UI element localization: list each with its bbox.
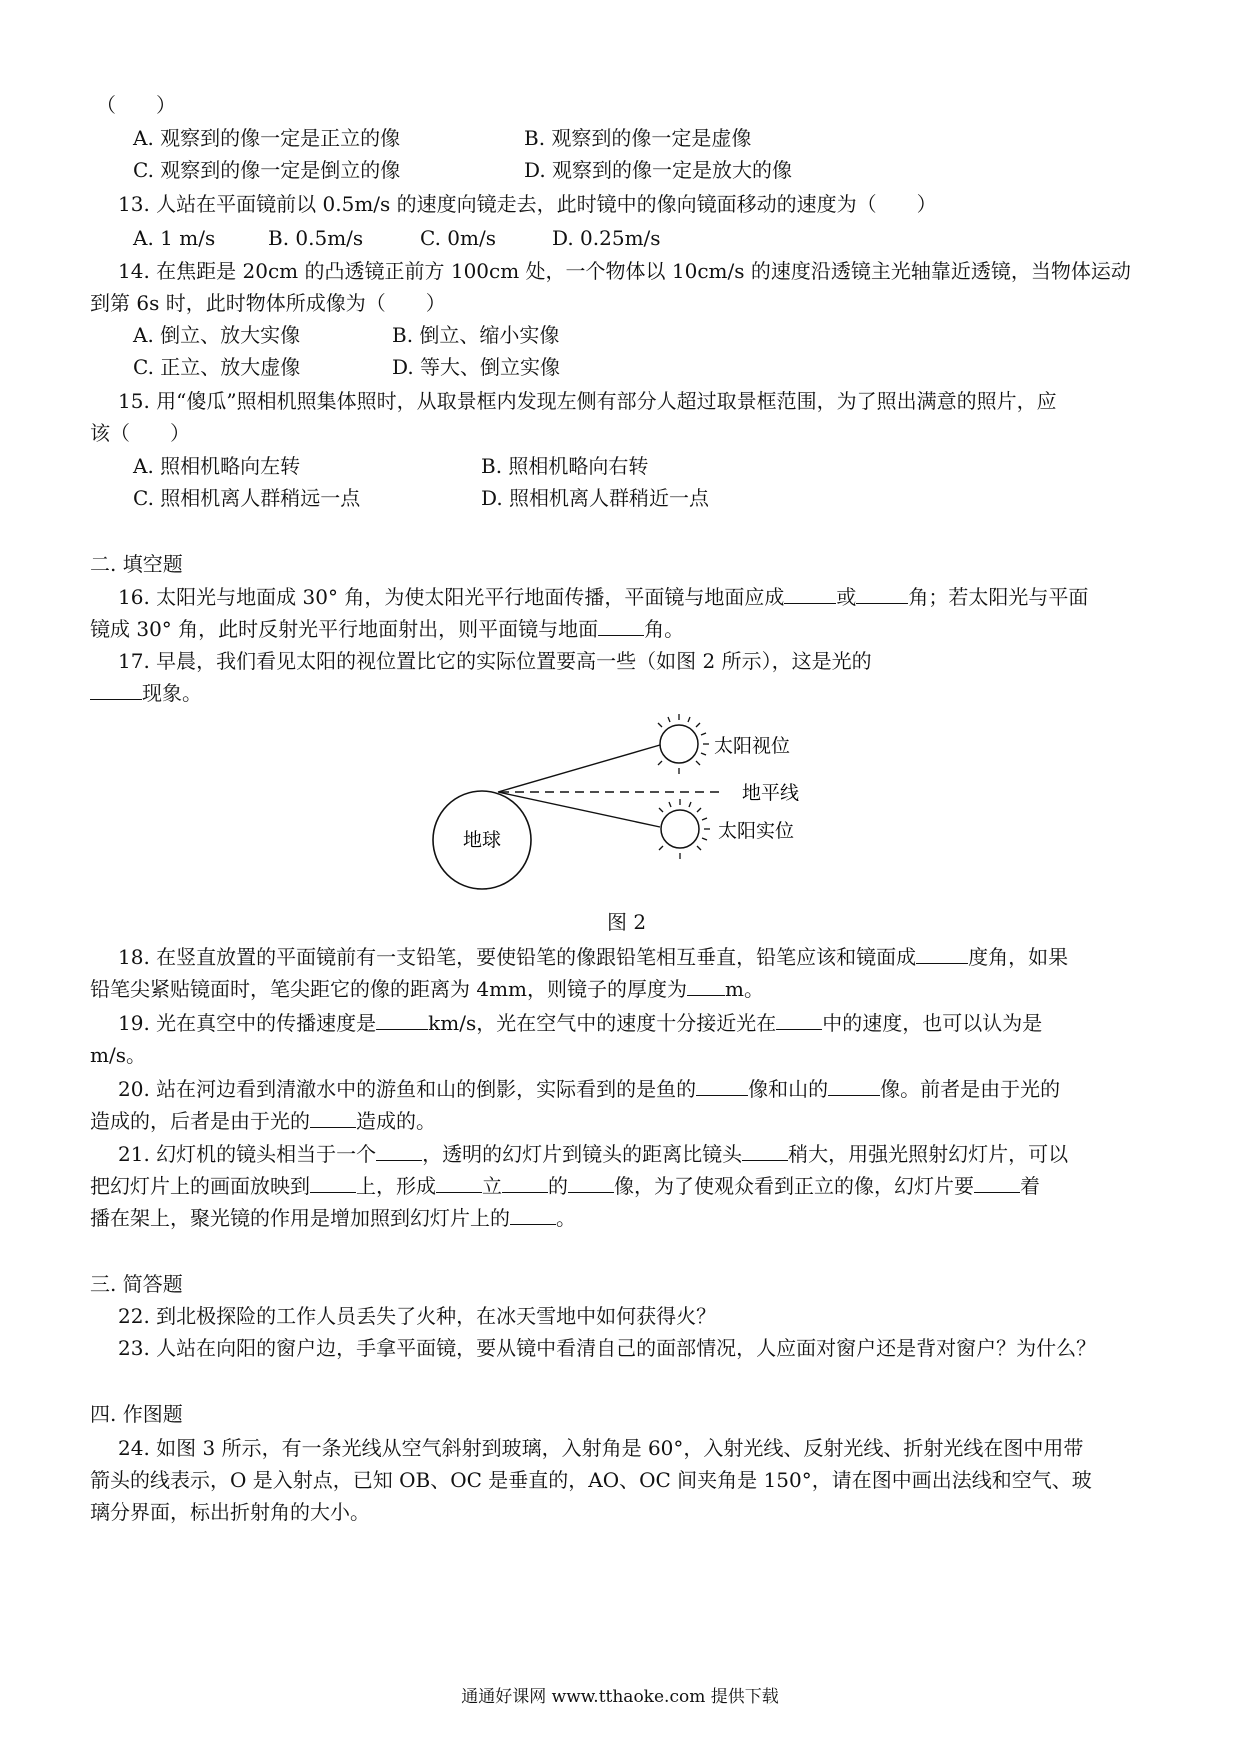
horizon-label: 地平线: [742, 782, 800, 804]
q18-line1: [118, 945, 1068, 969]
q14-option-a: A. 倒立、放大实像: [133, 323, 301, 347]
q18-text-a: 18. 在竖直放置的平面镜前有一支铅笔，要使铅笔的像跟铅笔相互垂直，铅笔应该和镜面成: [118, 945, 917, 969]
answer-blank[interactable]: [310, 1109, 356, 1128]
earth-label: 地球: [462, 829, 502, 851]
q19-line2: m/s。: [90, 1043, 146, 1067]
q16-text-a: 16. 太阳光与地面成 30° 角，为使太阳光平行地面传播，平面镜与地面应成: [118, 585, 785, 609]
answer-blank[interactable]: [376, 1011, 428, 1030]
q16-line2: [90, 617, 684, 641]
apparent-ray-line: [498, 745, 660, 792]
q13-option-a: A. 1 m/s: [133, 226, 216, 250]
q19-line1: [118, 1011, 1042, 1035]
answer-blank[interactable]: [436, 1174, 482, 1193]
q21-line1: [118, 1142, 1068, 1166]
q22-text: 22. 到北极探险的工作人员丢失了火种，在冰天雪地中如何获得火？: [118, 1304, 717, 1328]
section-short-answer-title: 三. 简答题: [90, 1272, 183, 1296]
q21-text-j: 播在架上，聚光镜的作用是增加照到幻灯片上的: [90, 1206, 510, 1230]
q13-option-c: C. 0m/s: [420, 226, 496, 250]
q14-line2: 到第 6s 时，此时物体所成像为（ ）: [90, 291, 446, 315]
q13-option-d: D. 0.25m/s: [552, 226, 661, 250]
q18-text-d: m。: [725, 977, 764, 1001]
q15-line2: 该（ ）: [90, 421, 190, 445]
figure-2-caption: 图 2: [607, 910, 647, 934]
q19-text-b: km/s，光在空气中的速度十分接近光在: [428, 1011, 777, 1035]
q13-text: 13. 人站在平面镜前以 0.5m/s 的速度向镜走去，此时镜中的像向镜面移动的速度为（ ）: [118, 192, 937, 216]
answer-blank[interactable]: [856, 585, 908, 604]
q12-option-c: C. 观察到的像一定是倒立的像: [133, 158, 401, 182]
page-footer: 通通好课网 www.tthaoke.com 提供下载: [461, 1687, 779, 1707]
q20-text-c: 像。前者是由于光的: [880, 1077, 1061, 1101]
q21-text-k: 。: [556, 1206, 576, 1230]
actual-ray-line: [498, 792, 660, 827]
q19-text-a: 19. 光在真空中的传播速度是: [118, 1011, 377, 1035]
q23-text: 23. 人站在向阳的窗户边，手拿平面镜，要从镜中看清自己的面部情况，人应面对窗户还是背对窗户？为什么？: [118, 1336, 1097, 1360]
q12-paren: （ ）: [96, 93, 176, 117]
q14-option-d: D. 等大、倒立实像: [392, 355, 561, 379]
answer-blank[interactable]: [687, 977, 725, 996]
answer-blank[interactable]: [784, 585, 836, 604]
q20-text-d: 造成的，后者是由于光的: [90, 1109, 310, 1133]
q21-text-b: ，透明的幻灯片到镜头的距离比镜头: [422, 1142, 743, 1166]
q15-option-b: B. 照相机略向右转: [481, 454, 649, 478]
q16-line1: [118, 585, 1088, 609]
answer-blank[interactable]: [974, 1174, 1020, 1193]
apparent-sun-label: 太阳视位: [714, 735, 791, 757]
answer-blank[interactable]: [776, 1011, 822, 1030]
apparent-sun-icon: [658, 714, 709, 774]
actual-sun-icon: [659, 799, 710, 859]
actual-sun-label: 太阳实位: [718, 820, 795, 842]
q17-line2: [90, 681, 202, 705]
answer-blank[interactable]: [310, 1174, 356, 1193]
answer-blank[interactable]: [568, 1174, 614, 1193]
q18-text-b: 度角，如果: [968, 945, 1069, 969]
q21-text-f: 立: [482, 1174, 502, 1198]
q24-line2: 箭头的线表示，O 是入射点，已知 OB、OC 是垂直的，AO、OC 间夹角是 150°，请在图中画出法线和空气、玻: [90, 1468, 1092, 1492]
q16-text-d: 镜成 30° 角，此时反射光平行地面射出，则平面镜与地面: [90, 617, 599, 641]
q21-text-i: 着: [1020, 1174, 1040, 1198]
q17-line1: 17. 早晨，我们看见太阳的视位置比它的实际位置要高一些（如图 2 所示），这是光的: [118, 649, 872, 673]
q16-text-b: 或: [836, 585, 857, 609]
q14-line1: 14. 在焦距是 20cm 的凸透镜正前方 100cm 处，一个物体以 10cm/s 的速度沿透镜主光轴靠近透镜，当物体运动: [118, 259, 1131, 283]
q16-text-c: 角；若太阳光与平面: [908, 585, 1089, 609]
q21-text-a: 21. 幻灯机的镜头相当于一个: [118, 1142, 377, 1166]
q24-line1: 24. 如图 3 所示，有一条光线从空气斜射到玻璃，入射角是 60°，入射光线、反射光线、折射光线在图中用带: [118, 1436, 1084, 1460]
q15-option-d: D. 照相机离人群稍近一点: [481, 486, 710, 510]
q12-option-b: B. 观察到的像一定是虚像: [524, 126, 752, 150]
answer-blank[interactable]: [598, 617, 644, 636]
answer-blank[interactable]: [916, 945, 968, 964]
q21-line3: [90, 1206, 576, 1230]
answer-blank[interactable]: [742, 1142, 788, 1161]
section-fill-in-title: 二. 填空题: [90, 552, 183, 576]
q12-option-d: D. 观察到的像一定是放大的像: [524, 158, 793, 182]
q20-text-e: 造成的。: [356, 1109, 436, 1133]
q15-line1: 15. 用“傻瓜”照相机照集体照时，从取景框内发现左侧有部分人超过取景框范围，为了照出满意的照片，应: [118, 389, 1057, 413]
q15-option-a: A. 照相机略向左转: [133, 454, 301, 478]
q21-line2: [90, 1174, 1040, 1198]
q19-text-c: 中的速度，也可以认为是: [822, 1011, 1043, 1035]
q21-text-c: 稍大，用强光照射幻灯片，可以: [788, 1142, 1069, 1166]
q20-line1: [118, 1077, 1060, 1101]
answer-blank[interactable]: [696, 1077, 748, 1096]
figure-2-diagram: [420, 712, 840, 922]
q21-text-e: 上，形成: [356, 1174, 436, 1198]
q14-option-c: C. 正立、放大虚像: [133, 355, 301, 379]
answer-blank[interactable]: [510, 1206, 556, 1225]
section-drawing-title: 四. 作图题: [90, 1402, 183, 1426]
q21-text-d: 把幻灯片上的画面放映到: [90, 1174, 310, 1198]
answer-blank[interactable]: [828, 1077, 880, 1096]
q18-text-c: 铅笔尖紧贴镜面时，笔尖距它的像的距离为 4mm，则镜子的厚度为: [90, 977, 688, 1001]
q15-option-c: C. 照相机离人群稍远一点: [133, 486, 361, 510]
answer-blank[interactable]: [502, 1174, 548, 1193]
q21-text-g: 的: [548, 1174, 568, 1198]
q14-option-b: B. 倒立、缩小实像: [392, 323, 560, 347]
q18-line2: [90, 977, 764, 1001]
q12-option-a: A. 观察到的像一定是正立的像: [133, 126, 401, 150]
q20-text-b: 像和山的: [748, 1077, 829, 1101]
answer-blank[interactable]: [376, 1142, 422, 1161]
q24-line3: 璃分界面，标出折射角的大小。: [90, 1500, 370, 1524]
q17-text: 现象。: [142, 681, 202, 705]
q16-text-e: 角。: [644, 617, 685, 641]
q21-text-h: 像，为了使观众看到正立的像，幻灯片要: [614, 1174, 974, 1198]
q20-line2: [90, 1109, 436, 1133]
answer-blank[interactable]: [90, 681, 142, 700]
q13-option-b: B. 0.5m/s: [268, 226, 364, 250]
q20-text-a: 20. 站在河边看到清澈水中的游鱼和山的倒影，实际看到的是鱼的: [118, 1077, 697, 1101]
